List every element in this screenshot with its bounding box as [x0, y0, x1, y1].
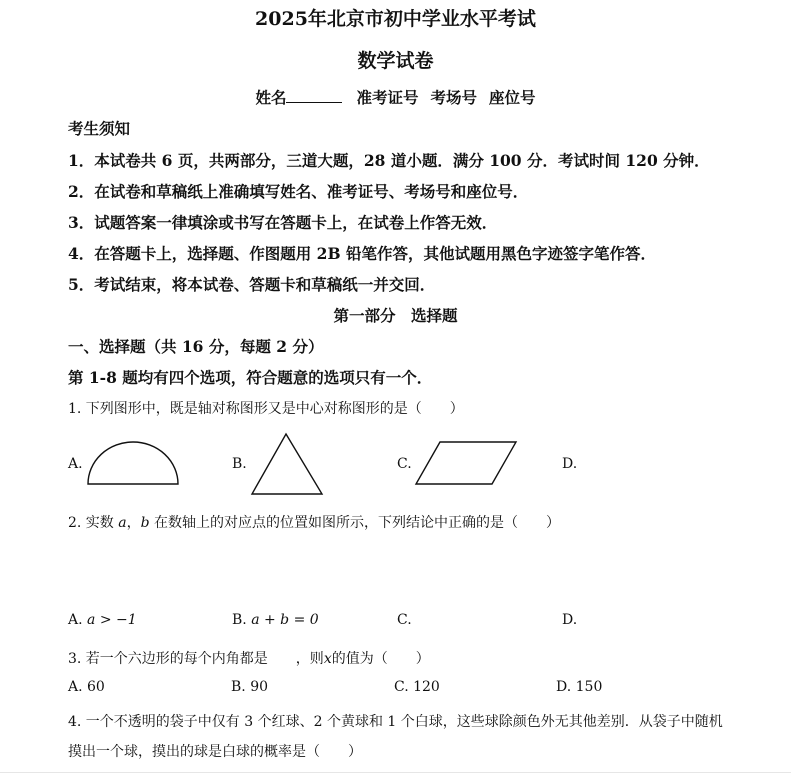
notice-item-1: 1．本试卷共 6 页，共两部分，三道大题，28 道小题．满分 100 分．考试时间 120 分钟．	[68, 151, 710, 170]
q1-option-b: B.	[232, 456, 247, 472]
section-instruction: 第 1-8 题均有四个选项，符合题意的选项只有一个．	[68, 368, 433, 387]
q2-option-c: C.	[397, 612, 412, 628]
q1-option-d: D.	[562, 456, 578, 472]
notice-heading: 考生须知	[68, 119, 131, 138]
q2-option-d: D.	[562, 612, 578, 628]
q3-option-c: C. 120	[394, 679, 440, 695]
part1-heading: 第一部分 选择题	[333, 306, 458, 325]
exam-id-label: 准考证号	[356, 88, 419, 107]
notice-item-5: 5．考试结束，将本试卷、答题卡和草稿纸一并交回．	[68, 275, 436, 294]
var-b: b	[140, 515, 150, 531]
q2-option-b: B. a + b = 0	[232, 612, 319, 628]
q2-stem: 2. 实数 a，b 在数轴上的对应点的位置如图所示，下列结论中正确的是（ ）	[68, 515, 561, 531]
semicircle-icon	[86, 440, 180, 486]
notice-item-3: 3．试题答案一律填涂或书写在答题卡上，在试卷上作答无效．	[68, 213, 498, 232]
parallelogram-icon	[414, 440, 518, 486]
var-a: a	[118, 515, 127, 531]
triangle-icon	[250, 432, 324, 496]
q3-option-a: A. 60	[68, 679, 105, 695]
q1-option-a: A.	[68, 456, 83, 472]
var-x: x	[323, 651, 332, 667]
q3-option-d: D. 150	[556, 679, 603, 695]
page-bottom-divider	[0, 772, 791, 773]
q1-option-c: C.	[397, 456, 412, 472]
notice-item-2: 2．在试卷和草稿纸上准确填写姓名、准考证号、考场号和座位号．	[68, 182, 529, 201]
q4-stem-line-1: 4. 一个不透明的袋子中仅有 3 个红球、2 个黄球和 1 个白球，这些球除颜色外无其他差别．从袋子中随机	[68, 714, 723, 730]
exam-subtitle: 数学试卷	[357, 50, 434, 72]
name-blank	[286, 88, 342, 103]
q4-stem-line-2: 摸出一个球，摸出的球是白球的概率是（ ）	[68, 744, 362, 760]
candidate-info-row	[0, 86, 791, 108]
exam-title: 2025年北京市初中学业水平考试	[255, 8, 536, 30]
q3-stem: 3. 若一个六边形的每个内角都是 ，则x的值为（ ）	[68, 651, 430, 667]
q2-option-a: A. a > −1	[68, 612, 137, 628]
notice-item-4: 4．在答题卡上，选择题、作图题用 2B 铅笔作答，其他试题用黑色字迹签字笔作答．	[68, 244, 656, 263]
name-label: 姓名	[255, 88, 287, 107]
q1-stem: 1. 下列图形中，既是轴对称图形又是中心对称图形的是（ ）	[68, 401, 464, 417]
section-heading: 一、选择题（共 16 分，每题 2 分）	[68, 337, 324, 356]
seat-label: 座位号	[489, 88, 536, 107]
room-label: 考场号	[430, 88, 478, 107]
q3-option-b: B. 90	[231, 679, 269, 695]
